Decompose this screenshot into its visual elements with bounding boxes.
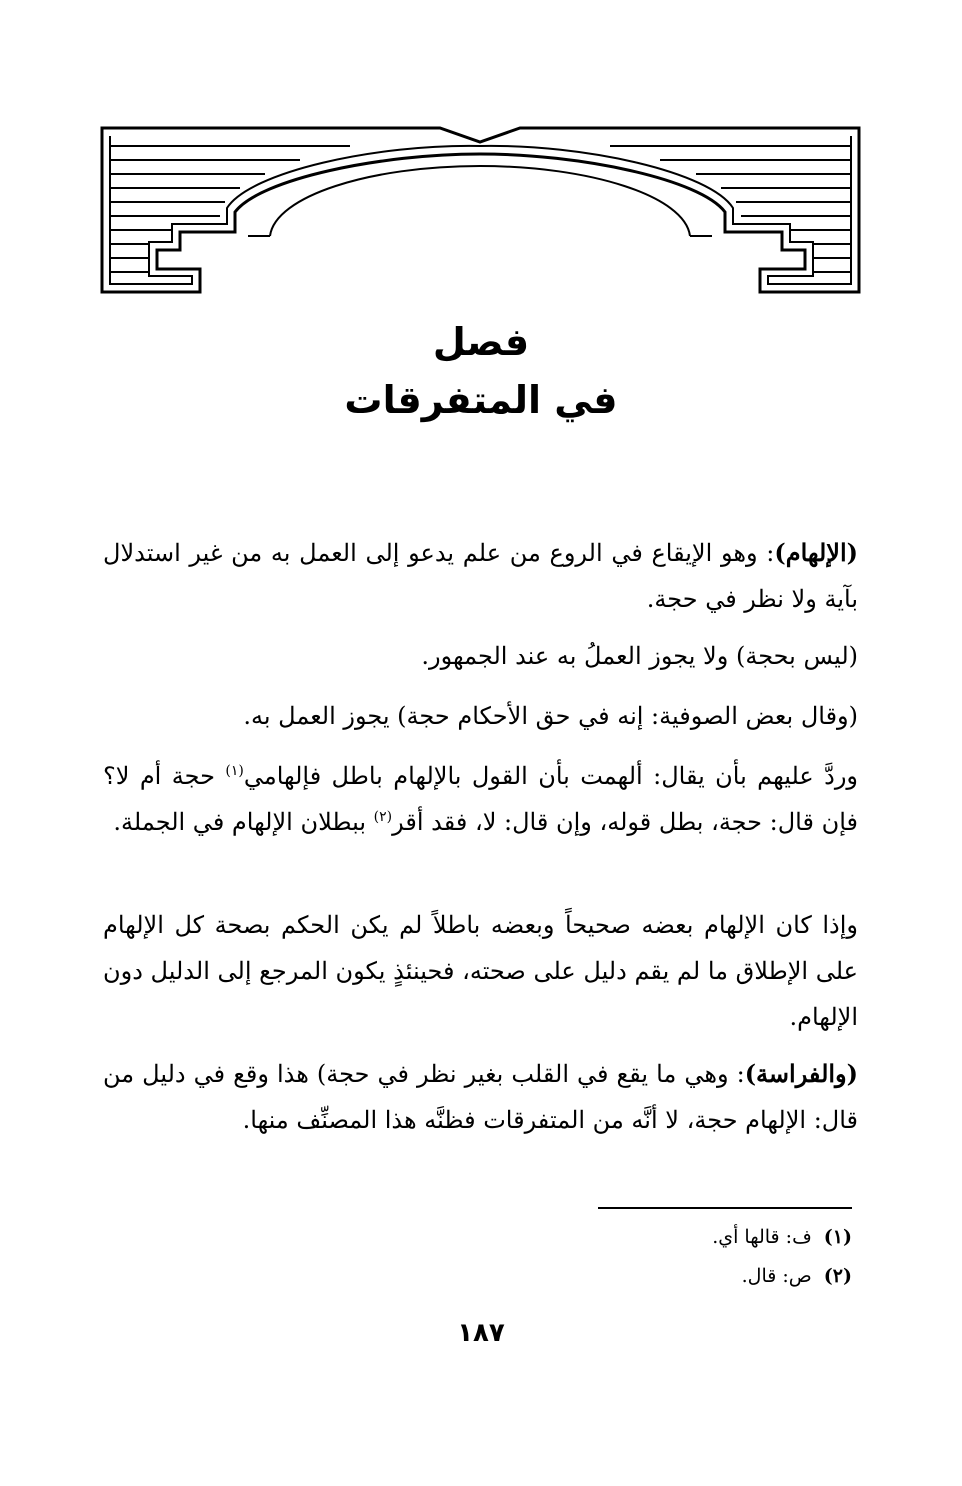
paragraph-text: حجة أم لا؟ فإن قال: حجة، بطل قوله، وإن قال: لا، فقد أقر [103,762,858,836]
chapter-title: فصل [432,320,530,364]
footnote-divider [598,1207,852,1209]
paragraph-firasa [103,1051,858,1143]
footnote-ref-1: (١) [225,763,244,779]
page-number: ١٨٧ [457,1318,505,1348]
paragraph-partial-validity: وإذا كان الإلهام بعضه صحيحاً وبعضه باطلاً لم يكن الحكم بصحة كل الإلهام على الإطلاق ما لم يقم دليل على صحته، فحينئذٍ يكون المرجع إلى الدليل دون الإلهام. [103,911,858,1031]
paragraph-text: ببطلان الإلهام في الجملة. [113,808,374,836]
footnote-1 [712,1223,852,1251]
footnote-text: ف: قالها أي. [712,1226,812,1248]
paragraph-ilham-definition [103,530,858,622]
paragraph-text: : وهو الإيقاع في الروع من علم يدعو إلى العمل به من غير استدلال بآية ولا نظر في حجة. [103,539,858,613]
chapter-subtitle: في المتفرقات [344,378,618,422]
paragraph-sufi-view: (وقال بعض الصوفية: إنه في حق الأحكام حجة) يجوز العمل به. [243,702,858,730]
paragraph-text: وردَّ عليهم بأن يقال: ألهمت بأن القول بالإلهام باطل فإلهامي [243,762,858,790]
arch-ornament [100,124,861,296]
footnote-ref-2: (٢) [373,809,393,825]
footnote-number: (٢) [823,1265,852,1287]
term-ilham: (الإلهام) [774,538,858,567]
footnote-text: ص: قال. [741,1265,812,1287]
paragraph-text: : وهي ما يقع في القلب بغير نظر في حجة) هذا وقع في دليل من قال: الإلهام حجة، لا أنَّه من المتفرقات فظنَّه هذا المصنِّف منها. [103,1060,858,1134]
footnote-2 [742,1262,852,1290]
paragraph-not-proof: (ليس بحجة) ولا يجوز العملُ به عند الجمهور. [421,642,858,670]
term-firasa: (والفراسة) [744,1059,858,1088]
paragraph-refutation [103,753,858,845]
footnote-number: (١) [823,1226,852,1248]
